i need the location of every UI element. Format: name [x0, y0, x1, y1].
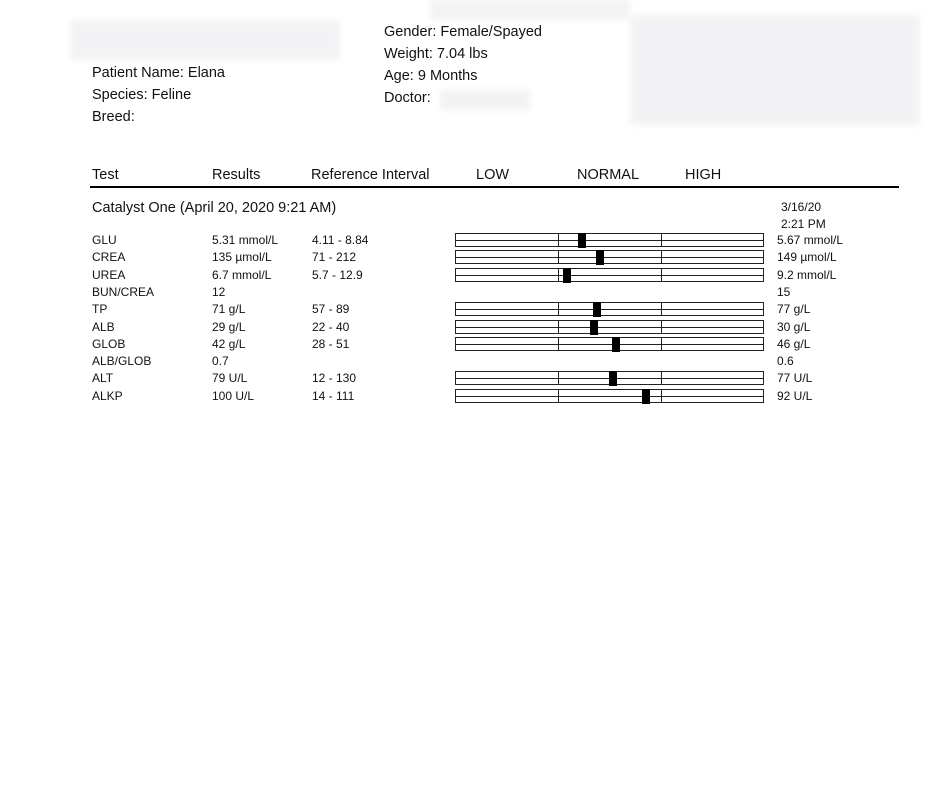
panel-title: Catalyst One (April 20, 2020 9:21 AM): [92, 200, 337, 216]
test-name: GLOB: [92, 336, 126, 351]
patient-breed: Breed:: [92, 109, 135, 125]
range-bar-divider: [558, 269, 559, 281]
range-bar-divider: [661, 321, 662, 333]
range-bar: [455, 389, 764, 403]
range-bar-divider: [661, 269, 662, 281]
redacted-area: [70, 20, 340, 60]
range-bar-divider: [558, 234, 559, 246]
previous-result-date: 3/16/20: [781, 200, 822, 214]
previous-result: 92 U/L: [777, 388, 813, 403]
table-row: [0, 232, 949, 249]
test-name: ALB: [92, 319, 115, 334]
range-bar: [455, 250, 764, 264]
range-bar-midline: [456, 327, 763, 328]
range-bar: [455, 337, 764, 351]
previous-result: 0.6: [777, 354, 794, 369]
range-bar-midline: [456, 240, 763, 241]
range-bar-divider: [558, 338, 559, 350]
range-bar: [455, 371, 764, 385]
reference-interval: 4.11 - 8.84: [312, 233, 369, 247]
range-bar-midline: [456, 396, 763, 397]
test-name: BUN/CREA: [92, 284, 155, 299]
previous-result: 15: [777, 284, 791, 299]
range-bar-divider: [661, 390, 662, 402]
test-name: CREA: [92, 250, 126, 265]
range-bar: [455, 268, 764, 282]
reference-interval: 5.7 - 12.9: [312, 267, 363, 282]
test-result: 42 g/L: [212, 336, 246, 351]
table-row: [0, 336, 949, 353]
test-name: UREA: [92, 267, 126, 282]
test-result: 5.31 mmol/L: [212, 233, 279, 247]
reference-interval: 14 - 111: [312, 388, 355, 403]
table-row: [0, 319, 949, 336]
range-bar-divider: [661, 338, 662, 350]
previous-result: 9.2 mmol/L: [777, 267, 837, 282]
patient-weight: Weight: 7.04 lbs: [384, 46, 488, 62]
reference-interval: 12 - 130: [312, 371, 357, 386]
test-result: 135 µmol/L: [212, 250, 272, 265]
range-bar-divider: [661, 234, 662, 246]
result-marker: [609, 371, 617, 386]
test-result: 0.7: [212, 354, 229, 369]
patient-gender: Gender: Female/Spayed: [384, 24, 542, 40]
range-bar-divider: [558, 251, 559, 263]
previous-result-time: 2:21 PM: [781, 217, 826, 231]
previous-result: 149 µmol/L: [777, 250, 837, 265]
patient-name: Patient Name: Elana: [92, 65, 225, 81]
range-bar-divider: [558, 390, 559, 402]
range-bar-divider: [661, 372, 662, 384]
header-divider: [90, 186, 899, 188]
range-bar-divider: [558, 321, 559, 333]
reference-interval: 57 - 89: [312, 302, 350, 317]
column-header-high: HIGH: [685, 167, 722, 183]
range-bar-midline: [456, 344, 763, 345]
table-row: [0, 301, 949, 318]
column-header-reference: Reference Interval: [311, 167, 430, 183]
result-marker: [612, 337, 620, 352]
redacted-area: [440, 90, 530, 110]
previous-result: 77 U/L: [777, 371, 813, 386]
range-bar-midline: [456, 309, 763, 310]
range-bar: [455, 320, 764, 334]
range-bar-divider: [661, 303, 662, 315]
range-bar: [455, 302, 764, 316]
table-row: [0, 370, 949, 387]
table-row: [0, 249, 949, 266]
column-header-results: Results: [212, 167, 261, 183]
result-marker: [642, 389, 650, 404]
test-result: 79 U/L: [212, 371, 248, 386]
test-result: 12: [212, 284, 226, 299]
range-bar-midline: [456, 257, 763, 258]
result-marker: [563, 268, 571, 283]
patient-species: Species: Feline: [92, 87, 192, 103]
range-bar-divider: [661, 251, 662, 263]
reference-interval: 28 - 51: [312, 336, 350, 351]
range-bar-divider: [558, 372, 559, 384]
table-row: [0, 267, 949, 284]
table-row: [0, 353, 949, 370]
range-bar-midline: [456, 275, 763, 276]
previous-result: 77 g/L: [777, 302, 811, 317]
test-name: ALT: [92, 371, 114, 386]
patient-age: Age: 9 Months: [384, 68, 478, 84]
redacted-area: [630, 15, 920, 125]
result-marker: [578, 233, 586, 248]
column-header-low: LOW: [476, 167, 510, 183]
test-name: ALKP: [92, 388, 123, 403]
table-row: [0, 284, 949, 301]
previous-result-datetime: [781, 199, 826, 233]
previous-result: 30 g/L: [777, 319, 811, 334]
reference-interval: 71 - 212: [312, 250, 357, 265]
test-result: 100 U/L: [212, 388, 255, 403]
patient-doctor: Doctor:: [384, 90, 431, 106]
result-marker: [596, 250, 604, 265]
reference-interval: 22 - 40: [312, 319, 350, 334]
column-header-normal: NORMAL: [577, 167, 640, 183]
table-row: [0, 388, 949, 405]
range-bar: [455, 233, 764, 247]
previous-result: 46 g/L: [777, 336, 811, 351]
test-name: TP: [92, 302, 108, 317]
result-marker: [590, 320, 598, 335]
test-result: 29 g/L: [212, 319, 246, 334]
test-name: GLU: [92, 233, 117, 247]
column-header-test: Test: [92, 167, 119, 183]
redacted-area: [430, 0, 630, 20]
test-result: 71 g/L: [212, 302, 246, 317]
range-bar-divider: [558, 303, 559, 315]
previous-result: 5.67 mmol/L: [777, 233, 844, 247]
result-marker: [593, 302, 601, 317]
test-result: 6.7 mmol/L: [212, 267, 272, 282]
test-name: ALB/GLOB: [92, 354, 152, 369]
